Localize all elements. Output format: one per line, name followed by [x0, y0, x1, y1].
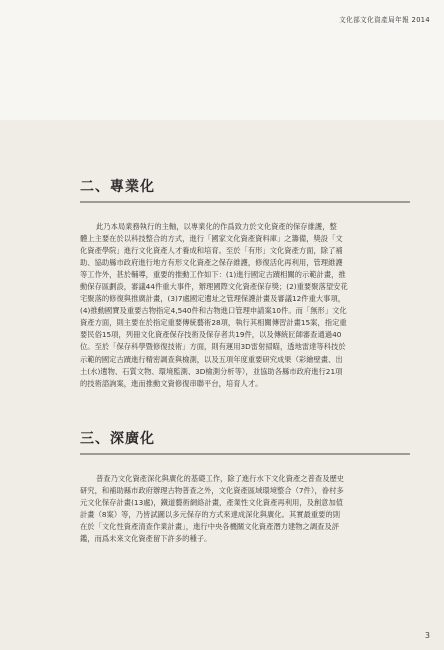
body-line: 資產方面，則主要在於指定重要傳統藝術28項，執行其相關傳習計畫15案，指定重	[80, 318, 347, 328]
section-title: 三、深廣化	[80, 431, 155, 447]
section-body	[80, 473, 410, 546]
body-line: 示範的國定古蹟進行精密調查與檢測，以及五項年度重要研究成果（彩繪壁畫、出	[80, 354, 343, 364]
body-line: 計畫（8案）等，乃皆試圖以多元保存的方式來達成深化與廣化。其實最重要的則	[80, 509, 341, 519]
body-line: (4)推動國寶及重要古物指定4,540件和古物進口管理申請案10件。而「無形」文化	[80, 306, 347, 316]
body-line: 土(水)遺物、石質文物、環境監測、3D檢測分析等），並協助各縣市政府進行21項	[80, 366, 343, 376]
section-body	[80, 221, 410, 390]
section-professionalization	[80, 176, 410, 390]
body-line: 化資產學院」進行文化資產人才養成和培育。至於「有形」文化資產方面，除了補	[80, 245, 343, 255]
body-line: 宅聚落的修復與推廣計畫，(3)7處國定遺址之管理保護計畫及審議12件重大事項，	[80, 294, 346, 304]
body-line: 位。至於「保存科學暨修復技術」方面，則有運用3D雷射掃瞄，透地雷達等科技於	[80, 342, 346, 352]
page-number: 3	[424, 631, 430, 640]
body-line: 動保存區劃設，審議44件重大事件，辦理國際文化資產保存獎；(2)重要聚落望安花	[80, 281, 348, 291]
body-line: 的技術諮詢案，進而推動文資修復串聯平台，培育人才。	[80, 378, 263, 388]
body-line: 普查乃文化資產深化與廣化的基礎工作，除了進行水下文化資產之普查及歷史	[96, 473, 345, 483]
running-header: 文化部文化資產局年報 2014	[339, 16, 430, 24]
body-line: 元文化保存計畫(13處)，鐵道藝術網絡計畫，產業性文化資產再利用，及創意加值	[80, 497, 344, 507]
body-line: 此乃本局業務執行的主軸，以專業化的作爲致力於文化資產的保存維護，整	[96, 221, 337, 231]
body-line: 要民俗15項，列冊文化資產保存技術及保存者共19件，以及傳統匠師審查通過40	[80, 330, 342, 340]
body-line: 助、協助縣市政府進行地方有形文化資產之保存維護，修復活化再利用，管理維護	[80, 257, 343, 267]
section-divider	[80, 201, 410, 203]
body-line: 鑑，而爲未來文化資產留下許多的種子。	[80, 533, 212, 543]
section-title: 二、專業化	[80, 179, 155, 195]
body-line: 研究，和補助縣市政府辦理古物普查之外，文化資產區域環境整合（7件），眷村多	[80, 485, 344, 495]
body-line: 等工作外，甚於輔導，重要的推動工作如下：(1)進行國定古蹟相關的示範計畫，推	[80, 269, 346, 279]
section-divider	[80, 453, 410, 455]
body-line: 體上主要在於以科技整合的方式，進行「國家文化資產資料庫」之籌備，獎設「文	[80, 233, 343, 243]
body-line: 在於「文化性資產清查作業計畫」，進行中央各機關文化資產潛力建物之調查及評	[80, 521, 340, 531]
section-deepening	[80, 428, 410, 545]
